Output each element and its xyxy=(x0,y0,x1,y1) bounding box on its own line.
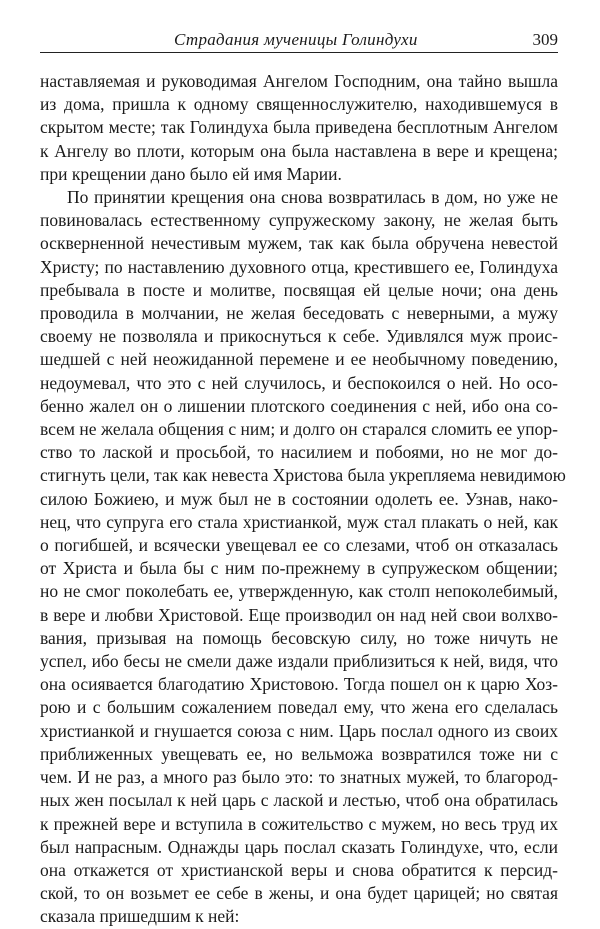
text-line: был напрасным. Однажды царь послал сказать Голиндухе, что, если xyxy=(40,836,558,857)
text-line: рою и с большим сожалением поведал ему, что жена его сделалась xyxy=(40,697,558,718)
text-line: ных жен посылал к ней царь с лаской и лестью, чтоб она обратилась xyxy=(40,790,558,811)
page-number: 309 xyxy=(532,30,558,49)
text-line: ской, то он возьмет ее себе в жены, и она будет царицей; но святая xyxy=(40,883,558,904)
text-line: от Христа и была бы с ним по-прежнему в супружеском общении; xyxy=(40,558,558,579)
text-line: чем. И не раз, а много раз было это: то знатных мужей, то благород- xyxy=(40,767,558,788)
text-line: всем не желала общения с ним; и долго он старался сломить ее упор- xyxy=(40,419,558,440)
text-line: она откажется от христианской веры и снова обратится к персид- xyxy=(40,859,558,880)
text-line: вания, призывая на помощь бесовскую силу, но тоже ничуть не xyxy=(40,627,558,648)
text-line: нец, что супруга его стала христианкой, муж стал плакать о ней, как xyxy=(40,511,558,532)
text-line: наставляемая и руководимая Ангелом Господним, она тайно вышла xyxy=(40,71,558,91)
header-rule xyxy=(40,52,558,53)
text-line: своему не позволяла и прикоснуться к себе. Удивлялся муж проис- xyxy=(40,326,558,347)
text-line: к Ангелу во плоти, которым она была наставлена в вере и крещена; xyxy=(40,140,558,161)
text-line: из дома, пришла к одному священнослужителю, находившемуся в xyxy=(40,94,558,115)
text-line: о погибшей, и всячески увещевал ее со слезами, чтоб он отказалась xyxy=(40,535,558,556)
running-header xyxy=(40,30,558,54)
text-line: По принятии крещения она снова возвратилась в дом, но уже не xyxy=(67,187,558,208)
text-line: к прежней вере и вступила в сожительство с мужем, но весь труд их xyxy=(40,813,558,834)
text-line: но не смог поколебать ее, утвержденную, как столп непоколебимый, xyxy=(40,581,558,602)
text-line: проводила в молчании, не желая беседовать с неверными, а мужу xyxy=(40,303,558,324)
text-line: пребывала в посте и молитве, посвящая ей целые ночи; она день xyxy=(40,279,558,300)
body-text xyxy=(40,70,566,929)
text-line: христианкой и гнушается союза с ним. Царь послал одного из своих xyxy=(40,720,558,741)
text-line: приближенных увещевать ее, но вельможа возвратился тоже ни с xyxy=(40,743,558,764)
text-line: силою Божиею, и муж был не в состоянии одолеть ее. Узнав, нако- xyxy=(40,488,558,509)
text-line: повиновалась естественному супружескому закону, не желая быть xyxy=(40,210,558,231)
text-line: она осиявается благодатию Христовою. Тогда пошел он к царю Хоз- xyxy=(40,674,558,695)
text-line: скрытом месте; так Голиндуха была приведена бесплотным Ангелом xyxy=(40,117,558,138)
text-line: в вере и любви Христовой. Еще производил он над ней свои волхво- xyxy=(40,604,558,625)
text-line: стигнуть цели, так как невеста Христова была укрепляема невидимою xyxy=(40,465,566,486)
text-line: Христу; по наставлению духовного отца, крестившего ее, Голиндуха xyxy=(40,256,558,277)
text-line: оскверненной нечестивым мужем, так как была обручена невестой xyxy=(40,233,558,254)
text-line: при крещении дано было ей имя Марии. xyxy=(40,163,342,184)
paragraph-2 xyxy=(40,186,566,929)
text-line: успел, ибо бесы не смели даже издали приблизиться к ней, видя, что xyxy=(40,651,558,672)
text-line: шедшей с ней неожиданной перемене и ее необычному поведению, xyxy=(40,349,558,370)
running-title: Страдания мученицы Голиндухи xyxy=(174,30,418,49)
text-line: недоумевал, что это с ней случилось, и беспокоился о ней. Но осо- xyxy=(40,372,558,393)
text-line: сказала пришедшим к ней: xyxy=(40,906,240,927)
text-line: ство то лаской и просьбой, то насилием и побоями, но не мог до- xyxy=(40,442,558,463)
text-line: бенно жалел он о лишении плотского соединения с ней, ибо она со- xyxy=(40,395,558,416)
paragraph-1 xyxy=(40,70,558,186)
